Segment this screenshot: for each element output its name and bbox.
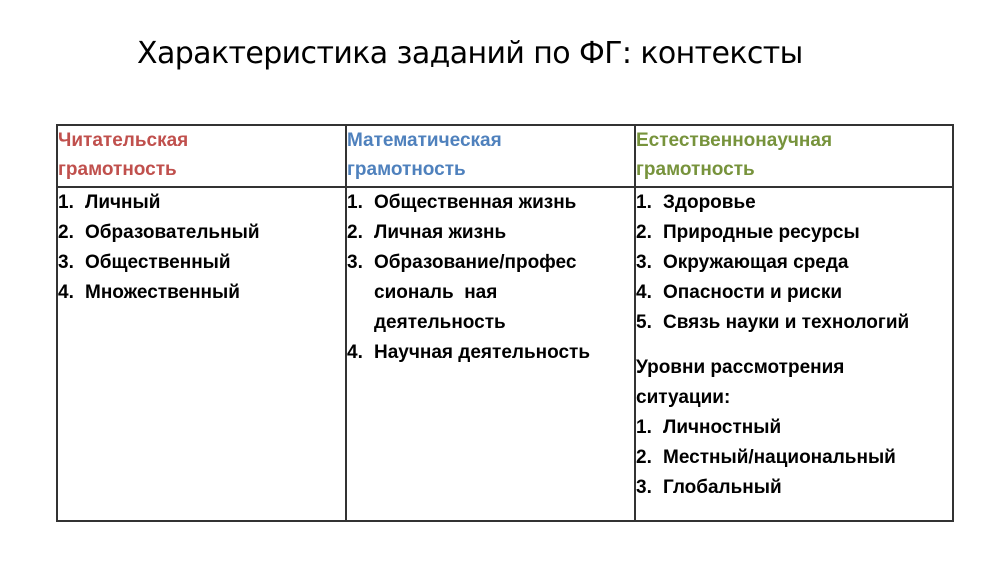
header-line: Математическая [347, 130, 502, 151]
list-item: 3. Образование/профес сиональ ная деятельность [347, 248, 634, 338]
header-line: Читательская [58, 130, 189, 151]
reading-contexts-list [58, 188, 345, 308]
list-item: 1. Личностный [636, 417, 782, 438]
header-line: грамотность [58, 159, 177, 180]
list-item: 2. Личная жизнь [347, 222, 507, 243]
science-contexts-list [636, 188, 952, 338]
science-contexts-cell [635, 187, 953, 521]
header-science-literacy [635, 125, 953, 187]
list-item: 2. Местный/национальный [636, 447, 896, 468]
math-contexts-cell [346, 187, 635, 521]
levels-list [636, 413, 952, 503]
list-item: 2. Образовательный [58, 222, 260, 243]
contexts-table [56, 124, 954, 522]
reading-contexts-cell [57, 187, 346, 521]
content-row [57, 187, 953, 521]
item-line: Образование/профес [374, 252, 577, 273]
header-math-literacy [346, 125, 635, 187]
item-line: сиональ ная [374, 282, 498, 303]
list-item: 3. Общественный [58, 252, 231, 273]
header-reading-literacy [57, 125, 346, 187]
header-line: Естественнонаучная [636, 130, 833, 151]
heading-line: ситуации: [636, 387, 731, 408]
heading-line: Уровни рассмотрения [636, 357, 845, 378]
list-item: 1. Общественная жизнь [347, 192, 577, 213]
list-item: 1. Личный [58, 192, 161, 213]
levels-heading [636, 353, 952, 413]
header-row [57, 125, 953, 187]
header-line: грамотность [347, 159, 466, 180]
list-item: 4. Множественный [58, 282, 240, 303]
list-item: 4. Опасности и риски [636, 282, 843, 303]
list-item: 2. Природные ресурсы [636, 222, 860, 243]
math-contexts-list [347, 188, 634, 368]
list-item: 5. Связь науки и технологий [636, 312, 910, 333]
list-item: 3. Окружающая среда [636, 252, 849, 273]
list-item: 4. Научная деятельность [347, 342, 591, 363]
item-line: деятельность [374, 312, 506, 333]
header-line: грамотность [636, 159, 755, 180]
list-item: 1. Здоровье [636, 192, 756, 213]
page-title: Характеристика заданий по ФГ: контексты [137, 36, 803, 71]
list-item: 3. Глобальный [636, 477, 782, 498]
